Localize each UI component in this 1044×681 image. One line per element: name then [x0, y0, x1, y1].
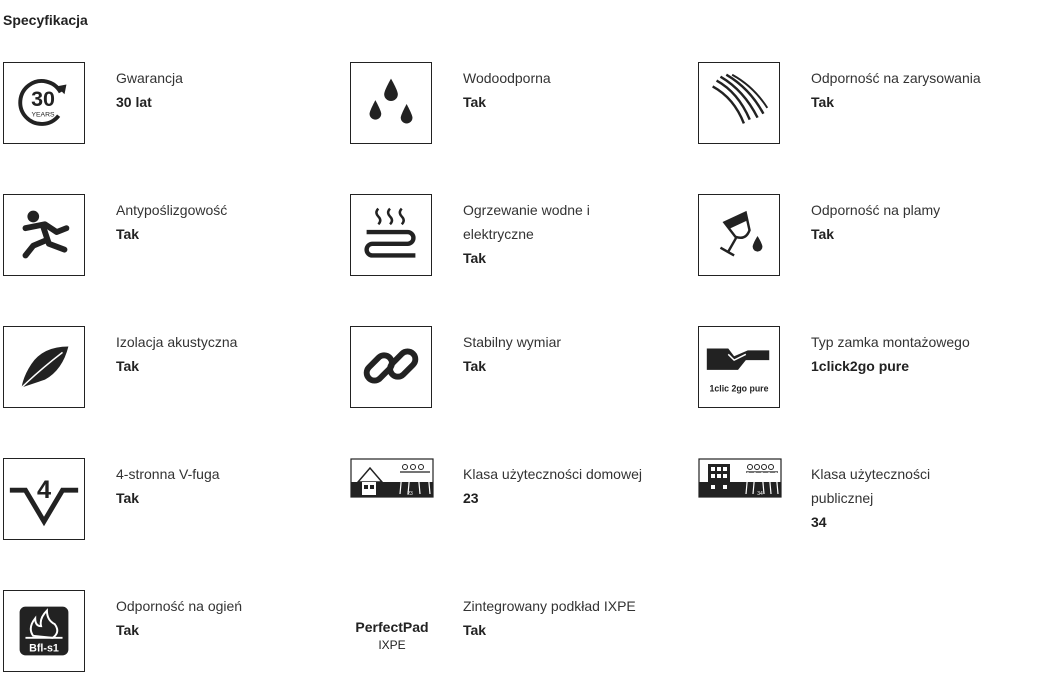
spec-item-stable — [350, 326, 690, 416]
spec-label: Ogrzewanie wodne i elektryczne — [463, 202, 590, 242]
slipping-person-icon — [3, 194, 85, 276]
feather-icon — [3, 326, 85, 408]
svg-text:34: 34 — [757, 491, 763, 497]
svg-text:YEARS: YEARS — [31, 111, 55, 119]
spec-label: Odporność na zarysowania — [811, 70, 981, 86]
click-lock-icon — [698, 326, 780, 408]
svg-text:23: 23 — [407, 491, 413, 497]
svg-text:PerfectPad: PerfectPad — [355, 619, 429, 635]
spec-value: Tak — [116, 622, 140, 638]
floor-heating-icon — [350, 194, 432, 276]
scratch-icon — [698, 62, 780, 144]
spec-item-acoustic — [3, 326, 343, 416]
spec-label: Odporność na ogień — [116, 598, 243, 614]
spec-item-anti-slip — [3, 194, 343, 284]
spec-value: 30 lat — [116, 94, 152, 110]
spec-label: Zintegrowany podkład IXPE — [463, 598, 636, 614]
domestic-class-icon — [350, 458, 434, 542]
spec-item-lock — [698, 326, 1038, 416]
spec-label: Izolacja akustyczna — [116, 334, 238, 350]
spec-item-scratch — [698, 62, 1038, 152]
spec-item-waterproof — [350, 62, 690, 152]
spec-value: Tak — [811, 94, 835, 110]
spec-value: Tak — [463, 94, 487, 110]
spec-item-heating — [350, 194, 690, 284]
spec-item-commercial-class — [698, 458, 1038, 548]
spec-value: Tak — [116, 358, 140, 374]
spec-item-underlay — [350, 590, 690, 680]
svg-text:IXPE: IXPE — [378, 638, 406, 652]
warranty-30-years-icon — [3, 62, 85, 144]
spec-item-fire — [3, 590, 343, 680]
water-drops-icon — [350, 62, 432, 144]
spec-label: Gwarancja — [116, 70, 183, 86]
spec-value: Tak — [811, 226, 835, 242]
spec-value: 34 — [811, 514, 827, 530]
spec-value: Tak — [463, 250, 487, 266]
spec-value: Tak — [116, 226, 140, 242]
chain-link-icon — [350, 326, 432, 408]
spec-label: Klasa użyteczności domowej — [463, 466, 642, 482]
fire-rating-icon — [3, 590, 85, 672]
spec-value: Tak — [463, 358, 487, 374]
svg-text:30: 30 — [31, 86, 55, 111]
spec-label: 4-stronna V-fuga — [116, 466, 220, 482]
spec-item-stains — [698, 194, 1038, 284]
spec-value: Tak — [116, 490, 140, 506]
spec-value: 23 — [463, 490, 479, 506]
v-groove-4-icon — [3, 458, 85, 540]
spec-item-v-groove — [3, 458, 343, 548]
spec-item-domestic-class — [350, 458, 690, 548]
spec-label: Typ zamka montażowego — [811, 334, 970, 350]
spec-label: Stabilny wymiar — [463, 334, 562, 350]
spec-label: Antypoślizgowość — [116, 202, 228, 218]
page-title: Specyfikacja — [3, 12, 88, 28]
spec-value: 1click2go pure — [811, 358, 910, 374]
svg-text:1clic 2go pure: 1clic 2go pure — [709, 383, 769, 394]
svg-text:Bfl-s1: Bfl-s1 — [29, 642, 59, 655]
spec-label: Wodoodporna — [463, 70, 551, 86]
spilled-glass-icon — [698, 194, 780, 276]
svg-text:4: 4 — [36, 476, 52, 505]
spec-label: Odporność na plamy — [811, 202, 941, 218]
commercial-class-icon — [698, 458, 782, 542]
spec-item-warranty — [3, 62, 343, 152]
spec-value: Tak — [463, 622, 487, 638]
perfectpad-logo-icon — [350, 590, 434, 674]
spec-label: Klasa użyteczności publicznej — [811, 466, 931, 506]
